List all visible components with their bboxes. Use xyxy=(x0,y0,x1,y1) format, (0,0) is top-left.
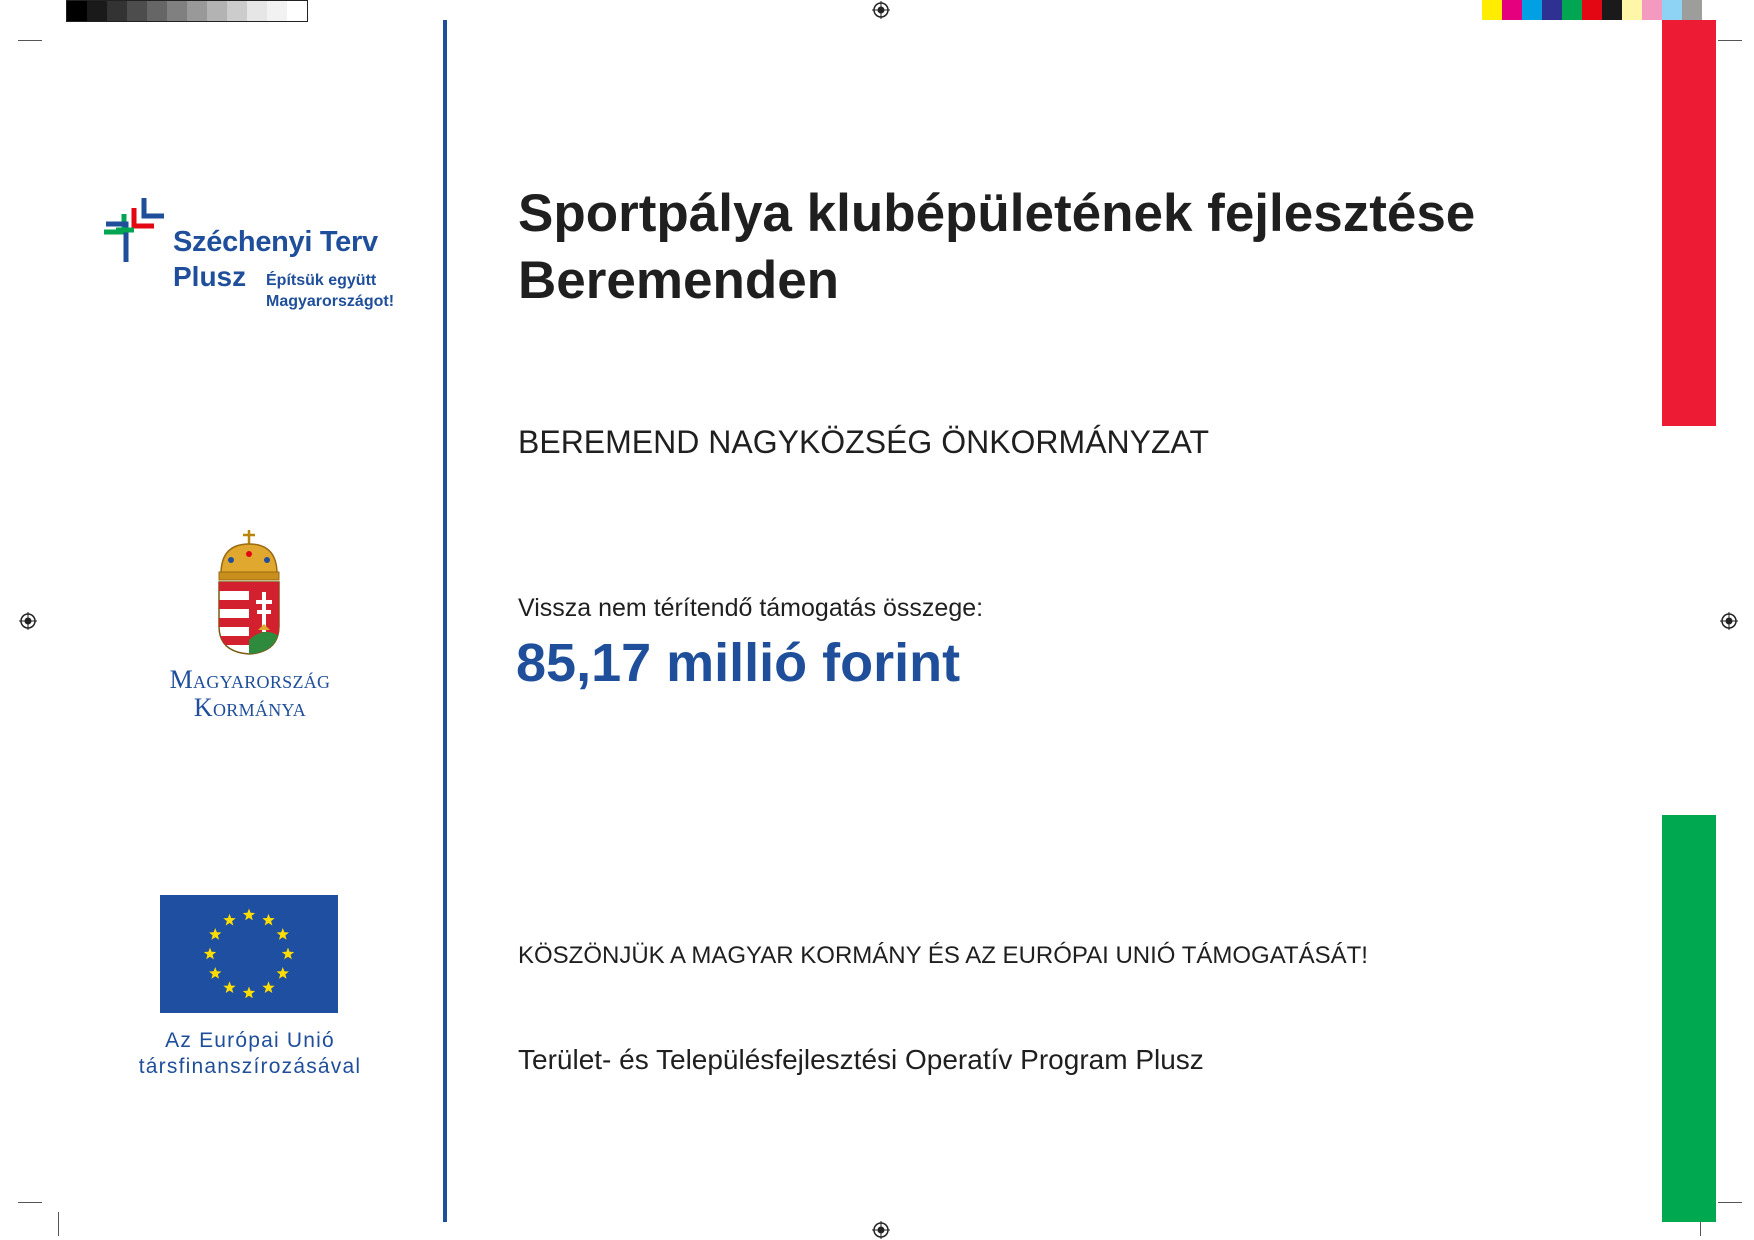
registration-mark-icon xyxy=(1720,612,1738,630)
flag-green-bar xyxy=(1662,815,1716,1222)
eu-star-icon xyxy=(262,914,274,926)
flag-red-bar xyxy=(1662,20,1716,426)
color-swatch xyxy=(187,1,207,21)
color-swatch xyxy=(267,1,287,21)
color-swatch xyxy=(1642,0,1662,20)
szechenyi-brand-line1: Széchenyi Terv xyxy=(173,226,378,258)
programme-name: Terület- és Településfejlesztési Operatív Program Plusz xyxy=(518,1044,1204,1075)
color-swatch xyxy=(167,1,187,21)
registration-mark-icon xyxy=(872,1221,890,1239)
gray-scale-bar xyxy=(66,0,308,22)
eu-star-icon xyxy=(209,967,221,979)
project-title xyxy=(518,180,1578,314)
color-swatch xyxy=(227,1,247,21)
eu-stars-icon xyxy=(160,895,338,1013)
eu-flag xyxy=(160,895,338,1013)
color-swatch xyxy=(1602,0,1622,20)
color-swatch xyxy=(1542,0,1562,20)
eu-star-icon xyxy=(204,948,216,960)
color-control-bar xyxy=(1482,0,1702,20)
color-swatch xyxy=(1502,0,1522,20)
color-swatch xyxy=(127,1,147,21)
color-swatch xyxy=(247,1,267,21)
eu-star-icon xyxy=(277,928,289,940)
color-swatch xyxy=(87,1,107,21)
szechenyi-brand-line2: Plusz xyxy=(173,261,247,292)
color-swatch xyxy=(67,1,87,21)
color-swatch xyxy=(287,1,307,21)
government-name xyxy=(130,666,370,722)
color-swatch xyxy=(1562,0,1582,20)
color-swatch xyxy=(207,1,227,21)
eu-star-icon xyxy=(243,987,255,999)
color-swatch xyxy=(147,1,167,21)
szechenyi-cross-icon xyxy=(100,196,170,268)
eu-star-icon xyxy=(243,909,255,921)
beneficiary-name: BEREMEND NAGYKÖZSÉG ÖNKORMÁNYZAT xyxy=(518,424,1210,460)
color-swatch xyxy=(1582,0,1602,20)
eu-caption-line1: Az Európai Unió xyxy=(165,1029,335,1052)
eu-star-icon xyxy=(262,981,274,993)
color-swatch xyxy=(1682,0,1702,20)
color-swatch xyxy=(1622,0,1642,20)
project-title-line1: Sportpálya klubépületének fejlesztése xyxy=(518,184,1476,243)
eu-star-icon xyxy=(282,948,294,960)
crop-mark xyxy=(58,1212,59,1236)
crop-mark xyxy=(1718,40,1742,41)
crop-mark xyxy=(18,40,42,41)
registration-mark-icon xyxy=(19,612,37,630)
government-name-line2: Kormánya xyxy=(193,693,307,722)
eu-cofinancing-caption xyxy=(100,1028,400,1080)
thanks-statement: KÖSZÖNJÜK A MAGYAR KORMÁNY ÉS AZ EURÓPAI UNIÓ TÁMOGATÁSÁT! xyxy=(518,942,1368,969)
szechenyi-terv-plusz-logo xyxy=(100,196,410,316)
column-divider xyxy=(443,20,447,1222)
szechenyi-tagline-line2: Magyarországot! xyxy=(266,293,395,310)
color-swatch xyxy=(1482,0,1502,20)
registration-mark-icon xyxy=(872,1,890,19)
color-swatch xyxy=(107,1,127,21)
government-name-line1: Magyarország xyxy=(169,665,331,694)
crop-mark xyxy=(1718,1202,1742,1203)
grant-amount-value: 85,17 millió forint xyxy=(516,633,961,693)
crop-mark xyxy=(18,1202,42,1203)
hungarian-coat-of-arms-icon xyxy=(215,530,283,656)
szechenyi-tagline-line1: Építsük együtt xyxy=(266,272,377,289)
eu-star-icon xyxy=(223,914,235,926)
grant-amount-label: Vissza nem térítendő támogatás összege: xyxy=(518,594,984,622)
color-swatch xyxy=(1662,0,1682,20)
project-title-line2: Beremenden xyxy=(518,251,840,310)
eu-caption-line2: társfinanszírozásával xyxy=(138,1055,362,1078)
eu-star-icon xyxy=(277,967,289,979)
eu-star-icon xyxy=(223,981,235,993)
color-swatch xyxy=(1522,0,1542,20)
eu-star-icon xyxy=(209,928,221,940)
